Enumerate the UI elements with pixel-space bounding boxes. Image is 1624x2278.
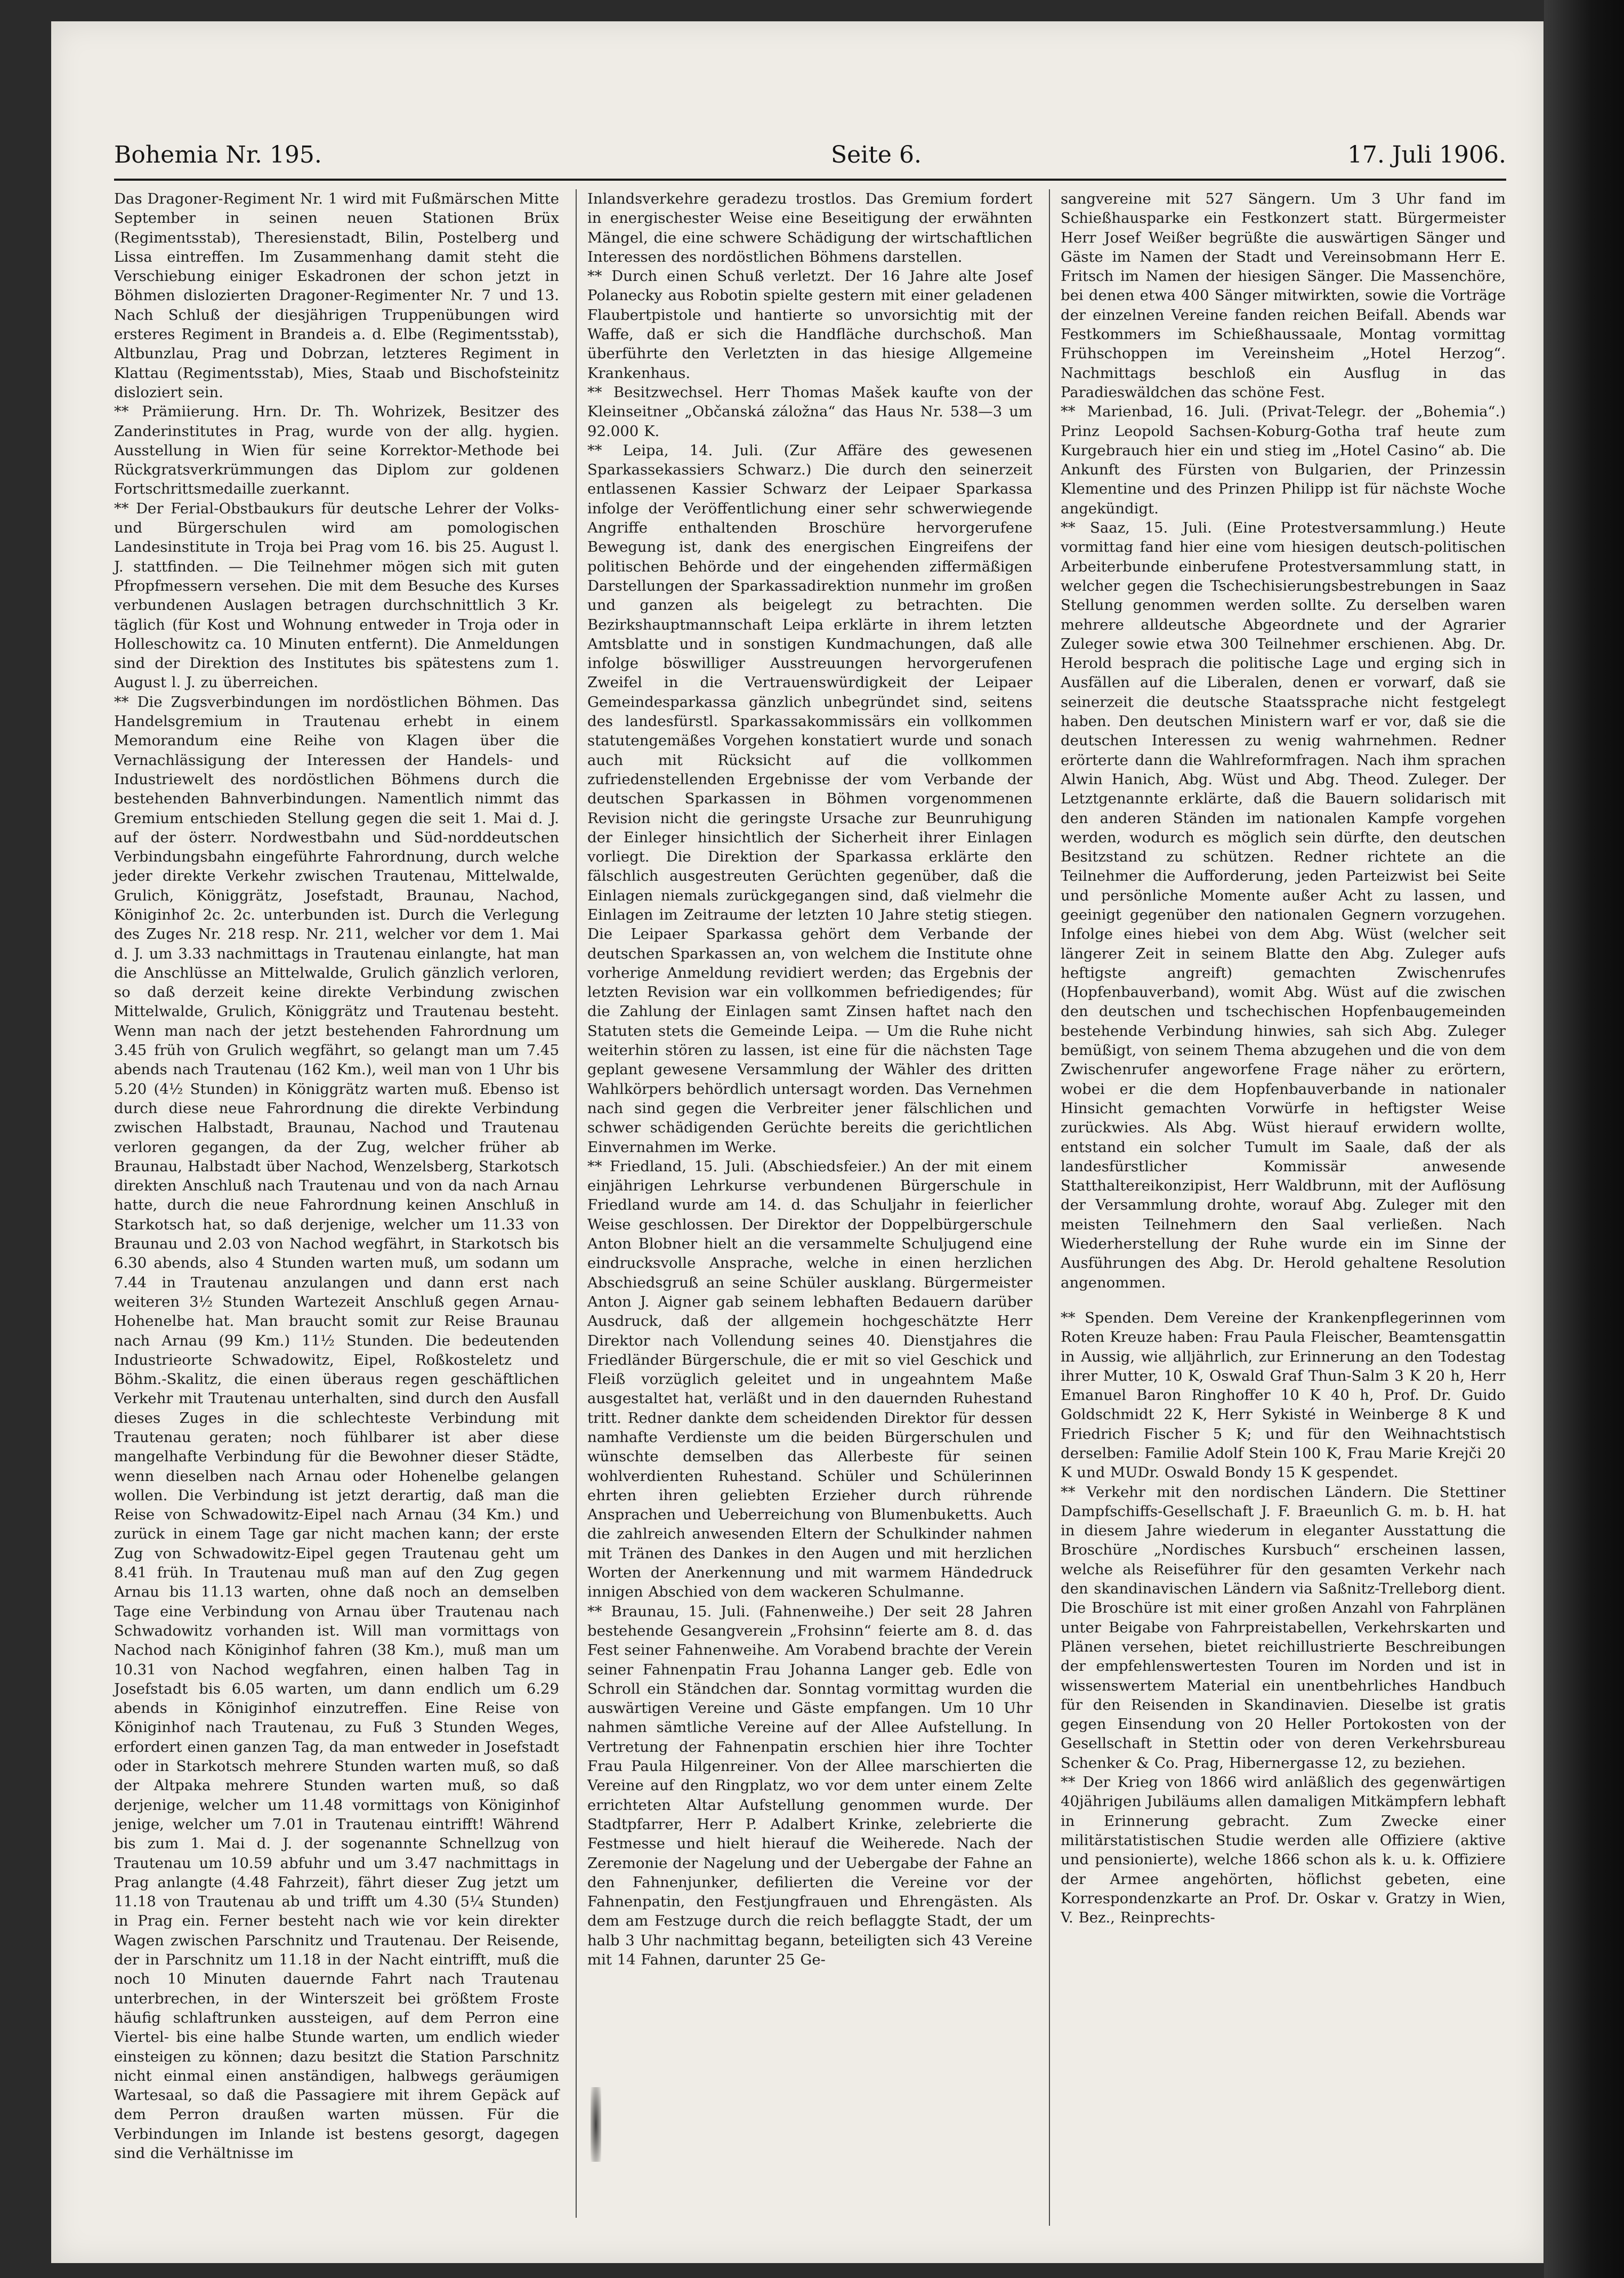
article-paragraph: ** Prämiierung. Hrn. Dr. Th. Wohrizek, Besitzer des Zanderinstitutes in Prag, wurde von der allg. hygien. Ausstellung in Wien für seine Korrektor-Methode bei Rückgratsverkrümmungen das Diplom zur goldenen Fortschrittsmedaille zuerkannt. bbox=[114, 403, 559, 498]
article-paragraph: ** Der Krieg von 1866 wird anläßlich des gegenwärtigen 40jährigen Jubiläums allen damaligen Mitkämpfern lebhaft in Erinnerung gebracht. Zum Zwecke einer militärstatistischen Studie werden alle Offiziere (aktive und pensionierte), welche 1866 schon als k. u. k. Offiziere der Armee angehörten, höflichst gebeten, eine Korrespondenzkarte an Prof. Dr. Oskar v. Gratzy in Wien, V. Bez., Reinprechts- bbox=[1061, 1774, 1506, 1927]
column-3 bbox=[1061, 189, 1506, 2114]
column-1 bbox=[114, 189, 559, 2162]
article-paragraph: ** Die Zugsverbindungen im nordöstlichen Böhmen. Das Handelsgremium in Trautenau erhebt in einem Memorandum eine Reihe von Klagen über die Vernachlässigung der Interessen der Handels- und Industriewelt des nordöstlichen Böhmens durch die bestehenden Bahnverbindungen. Namentlich nimmt das Gremium entschieden Stellung gegen die seit 1. Mai d. J. auf der österr. Nordwestbahn und Süd-norddeutschen Verbindungsbahn eingeführte Fahrordnung, durch welche jeder direkte Verkehr zwischen Trautenau, Mittelwalde, Grulich, Königgrätz, Josefstadt, Braunau, Nachod, Königinhof 2c. 2c. unterbunden ist. Durch die Verlegung des Zuges Nr. 218 resp. Nr. 211, welcher vor dem 1. Mai d. J. um 3.33 nachmittags in Trautenau einlangte, hat man die Anschlüsse an Mittelwalde, Grulich gänzlich verloren, so daß derzeit keine direkte Verbindung zwischen Mittelwalde, Grulich, Königgrätz und Trautenau besteht. Wenn man nach der jetzt bestehenden Fahrordnung um 3.45 früh von Grulich wegfährt, so gelangt man um 7.45 abends nach Trautenau (162 Km.), weil man von 1 Uhr bis 5.20 (4½ Stunden) in Königgrätz warten muß. Ebenso ist durch diese neue Fahrordnung die direkte Verbindung zwischen Halbstadt, Braunau, Nachod und Trautenau verloren gegangen, da der Zug, welcher früher ab Braunau, Halbstadt über Nachod, Wenzelsberg, Starkotsch direkten Anschluß nach Trautenau und von da nach Arnau hatte, durch die neue Fahrordnung keinen Anschluß in Starkotsch hat, so daß derjenige, welcher um 11.33 von Braunau und 2.03 von Nachod wegfährt, in Starkotsch bis 6.30 abends, also 4 Stunden warten muß, um sodann um 7.44 in Trautenau anzulangen und dann erst nach weiteren 3½ Stunden Wartezeit Anschluß gegen Arnau-Hohenelbe hat. Man braucht somit zur Reise Braunau nach Arnau (99 Km.) 11½ Stunden. Die bedeutenden Industrieorte Schwadowitz, Eipel, Roßkosteletz und Böhm.-Skalitz, die einen überaus regen geschäftlichen Verkehr mit Trautenau unterhalten, sind durch den Ausfall dieses Zuges in die schlechteste Verbindung mit Trautenau geraten; noch fühlbarer ist aber diese mangelhafte Verbindung für die Bewohner dieser Städte, wenn dieselben nach Arnau oder Hohenelbe gelangen wollen. Die Verbindung ist jetzt derartig, daß man die Reise von Schwadowitz-Eipel nach Arnau (34 Km.) und zurück in einem Tage gar nicht machen kann; der erste Zug von Schwadowitz-Eipel gegen Trautenau geht um 8.41 früh. In Trautenau muß man auf den Zug gegen Arnau bis 11.13 warten, ohne daß noch an demselben Tage eine Verbindung von Arnau über Trautenau nach Schwadowitz vorhanden ist. Will man vormittags von Nachod nach Königinhof fahren (38 Km.), muß man um 10.31 von Nachod wegfahren, einen halben Tag in Josefstadt bis 6.05 warten, um dann endlich um 6.29 abends in Königinhof einzutreffen. Eine Reise von Königinhof nach Trautenau, zu Fuß 3 Stunden Weges, erfordert einen ganzen Tag, da man entweder in Josefstadt oder in Starkotsch mehrere Stunden warten muß, so daß der Altpaka mehrere Stunden warten muß, so daß derjenige, welcher um 11.48 vormittags von Königinhof jenige, welcher um 7.01 in Trautenau eintrifft! Während bis zum 1. Mai d. J. der sogenannte Schnellzug von Trautenau um 10.59 abfuhr und um 3.47 nachmittags in Prag anlangte (4.48 Fahrzeit), fährt dieser Zug jetzt um 11.18 von Trautenau ab und trifft um 4.30 (5¼ Stunden) in Prag ein. Ferner besteht nach wie vor kein direkter Wagen zwischen Parschnitz und Trautenau. Der Reisende, der in Parschnitz um 11.18 in der Nacht eintrifft, muß die noch 10 Minuten dauernde Fahrt nach Trautenau unterbrechen, in der Winterszeit bei größtem Froste häufig schlaftrunken aussteigen, auf dem Perron eine Viertel- bis eine halbe Stunde warten, um endlich wieder einsteigen zu können; dazu besitzt die Station Parschnitz nicht einmal einen anständigen, halbwegs geräumigen Wartesaal, so daß die Passagiere mit ihrem Gepäck auf dem Perron draußen warten müssen. Für die Verbindungen im Inlande ist bestens gesorgt, dagegen sind die Verhältnisse im bbox=[114, 693, 559, 2162]
page-header bbox=[114, 141, 1506, 184]
article-paragraph: Das Dragoner-Regiment Nr. 1 wird mit Fußmärschen Mitte September in seinen neuen Stationen Brüx (Regimentsstab), Theresienstadt, Bilin, Postelberg und Lissa eintreffen. Im Zusammenhang damit steht die Verschiebung einiger Eskadronen der schon jetzt in Böhmen dislozierten Dragoner-Regimenter Nr. 7 und 13. Nach Schluß der diesjährigen Truppenübungen wird ersteres Regiment in Brandeis a. d. Elbe (Regimentsstab), Altbunzlau, Prag und Dobrzan, letzteres Regiment in Klattau (Regimentsstab), Mies, Staab und Bischofsteinitz disloziert sein. bbox=[114, 190, 559, 401]
header-page-number: Seite 6. bbox=[831, 141, 922, 168]
article-paragraph: ** Leipa, 14. Juli. (Zur Affäre des gewesenen Sparkassekassiers Schwarz.) Die durch den seinerzeit entlassenen Kassier Schwarz der Leipaer Sparkassa infolge der Veröffentlichung einer sehr schwerwiegende Angriffe enthaltenden Broschüre hervorgerufene Bewegung ist, dank des energischen Eingreifens der politischen Behörde und der eingehenden ziffermäßigen Darstellungen der Sparkassadirektion nunmehr im großen und ganzen als beigelegt zu betrachten. Die Bezirkshauptmannschaft Leipa erklärte in ihrem letzten Amtsblatte und in sonstigen Kundmachungen, daß alle infolge böswilliger Ausstreuungen hervorgerufenen Zweifel in die Vertrauenswürdigkeit der Leipaer Gemeindesparkassa gänzlich unbegründet sind, seitens des landesfürstl. Sparkassakommissärs ein vollkommen statutengemäßes Vorgehen konstatiert wurde und sonach auch mit Rücksicht auf die vollkommen zufriedenstellenden Ergebnisse der vom Verbande der deutschen Sparkassen in Böhmen vorgenommenen Revision nicht die geringste Ursache zur Beunruhigung der Einleger hinsichtlich der Sicherheit ihrer Einlagen vorliegt. Die Direktion der Sparkassa erklärte den fälschlich ausgestreuten Gerüchten gegenüber, daß die Einlagen niemals zurückgegangen sind, daß vielmehr die Einlagen im Zeitraume der letzten 10 Jahre stetig stiegen. Die Leipaer Sparkassa gehört dem Verbande der deutschen Sparkassen an, von welchem die Institute ohne vorherige Anmeldung revidiert werden; das Ergebnis der letzten Revision war ein vollkommen befriedigendes; für die Zahlung der Einlagen samt Zinsen haftet nach den Statuten stets die Gemeinde Leipa. — Um die Ruhe nicht weiterhin stören zu lassen, ist eine für die nächsten Tage geplant gewesene Versammlung der Wähler des dritten Wahlkörpers behördlich untersagt worden. Das Vernehmen nach sind gegen die Verbreiter jener fälschlichen und schwer schädigenden Gerüchte bereits die gerichtlichen Einvernahmen im Werke. bbox=[587, 441, 1032, 1156]
article-paragraph: ** Spenden. Dem Vereine der Krankenpflegerinnen vom Roten Kreuze haben: Frau Paula Fleischer, Beamtensgattin in Aussig, wie alljährlich, zur Erinnerung an den Todestag ihrer Mutter, 10 K, Oswald Graf Thun-Salm 3 K 20 h, Herr Emanuel Baron Ringhoffer 10 K 40 h, Prof. Dr. Guido Goldschmidt 22 K, Herr Sykisté in Weinberge 8 K und Friedrich Fischer 5 K; und für den Weihnachtstisch derselben: Familie Adolf Stein 100 K, Frau Marie Krejči 20 K und MUDr. Oswald Bondy 15 K gespendet. bbox=[1061, 1309, 1506, 1482]
article-paragraph: ** Saaz, 15. Juli. (Eine Protestversammlung.) Heute vormittag fand hier eine vom hiesigen deutsch-politischen Arbeiterbunde einberufene Protestversammlung statt, in welcher gegen die Tschechisierungsbestrebungen in Saaz Stellung genommen werden sollte. Zu derselben waren mehrere alldeutsche Abgeordnete und der Agrarier Zuleger sowie etwa 300 Teilnehmer erschienen. Abg. Dr. Herold besprach die politische Lage und erging sich in Ausfällen auf die Liberalen, denen er vorwarf, daß sie seinerzeit die deutsche Staatssprache nicht festgelegt haben. Den deutschen Ministern warf er vor, daß sie die deutschen Interessen zu wenig wahrnehmen. Redner erörterte dann die Wahlreformfragen. Nach ihm sprachen Alwin Hanich, Abg. Wüst und Abg. Theod. Zuleger. Der Letztgenannte erklärte, daß die Bauern solidarisch mit den anderen Ständen im nationalen Kampfe vorgehen werden, wodurch es möglich sein dürfte, den deutschen Besitzstand zu schützen. Redner richtete an die Teilnehmer die Aufforderung, jeden Parteizwist bei Seite und persönliche Momente außer Acht zu lassen, und geeinigt gegenüber den nationalen Gegnern vorzugehen. Infolge eines hiebei von dem Abg. Wüst (welcher seit längerer Zeit in seinem Blatte den Abg. Zuleger aufs heftigste angreift) gemachten Zwischenrufes (Hopfenbauverband), womit Abg. Wüst auf die zwischen den deutschen und tschechischen Hopfenbaugemeinden bestehende Verbindung hinwies, sah sich Abg. Zuleger bemüßigt, von seinem Thema abzugehen und die von dem Zwischenrufer angeworfene Frage näher zu erörtern, wobei er die dem Hopfenbauverbande in nationaler Hinsicht gemachten Vorwürfe in heftigster Weise zurückwies. Als Abg. Wüst hierauf erwidern wollte, entstand ein solcher Tumult im Saale, daß der als landesfürstlicher Kommissär anwesende Statthaltereikonzipist, Herr Waldbrunn, mit der Auflösung der Versammlung drohte, worauf Abg. Zuleger mit den meisten Teilnehmern den Saal verließen. Nach Wiederherstellung der Ruhe wurde ein im Sinne der Ausführungen des Abg. Dr. Herold gehaltene Resolution angenommen. bbox=[1061, 519, 1506, 1291]
ink-smudge bbox=[591, 2087, 601, 2162]
article-paragraph: ** Durch einen Schuß verletzt. Der 16 Jahre alte Josef Polanecky aus Robotin spielte gestern mit einer geladenen Flaubertpistole und hantierte so unvorsichtig mit der Waffe, daß er sich die Handfläche durchschoß. Man überführte den Verletzten in das hiesige Allgemeine Krankenhaus. bbox=[587, 268, 1032, 382]
header-rule bbox=[114, 179, 1506, 181]
article-paragraph: sangvereine mit 527 Sängern. Um 3 Uhr fand im Schießhausparke ein Festkonzert statt. Bürgermeister Herr Josef Weißer begrüßte die auswärtigen Sänger und Gäste im Namen der Stadt und Vereinsobmann Herr E. Fritsch im Namen der hiesigen Sänger. Die Massenchöre, bei denen etwa 400 Sänger mitwirkten, sowie die Vorträge der einzelnen Vereine fanden reichen Beifall. Abends war Festkommers im Schießhaussaale, Montag vormittag Frühschoppen im Vereinsheim „Hotel Herzog“. Nachmittags beschloß ein Ausflug in das Paradieswäldchen das schöne Fest. bbox=[1061, 190, 1506, 401]
column-2 bbox=[587, 189, 1032, 2223]
header-publication: Bohemia Nr. 195. bbox=[114, 141, 322, 168]
header-date: 17. Juli 1906. bbox=[1347, 141, 1506, 168]
article-paragraph: ** Verkehr mit den nordischen Ländern. Die Stettiner Dampfschiffs-Gesellschaft J. F. Braeunlich G. m. b. H. hat in diesem Jahre wiederum in eleganter Ausstattung die Broschüre „Nordisches Kursbuch“ erscheinen lassen, welche als Reiseführer für den gesamten Verkehr nach den skandinavischen Ländern via Saßnitz-Trelleborg dient. Die Broschüre ist mit einer großen Anzahl von Fahrplänen unter Beigabe von Fahrpreistabellen, Verkehrskarten und Plänen versehen, bietet reichillustrierte Beschreibungen der empfehlenswertesten Touren im Norden und ist in wissenswertem Material ein unentbehrliches Handbuch für den Reisenden in Skandinavien. Dieselbe ist gratis gegen Einsendung von 20 Heller Portokosten von der Gesellschaft in Stettin oder von deren Verkehrsbureau Schenker & Co. Prag, Hibernergasse 12, zu beziehen. bbox=[1061, 1483, 1506, 1772]
section-gap bbox=[1061, 1292, 1506, 1308]
column-separator bbox=[576, 189, 577, 2218]
article-paragraph: ** Braunau, 15. Juli. (Fahnenweihe.) Der seit 28 Jahren bestehende Gesangverein „Frohsinn“ feierte am 8. d. das Fest seiner Fahnenweihe. Am Vorabend brachte der Verein seiner Fahnenpatin Frau Johanna Langer geb. Edle von Schroll ein Ständchen dar. Sonntag vormittag wurden die auswärtigen Vereine und Gäste empfangen. Um 10 Uhr nahmen sämtliche Vereine auf der Allee Aufstellung. In Vertretung der Fahnenpatin erschien hier ihre Tochter Frau Paula Hilgenreiner. Von der Allee marschierten die Vereine auf den Ringplatz, wo vor dem unter einem Zelte errichteten Altar Aufstellung genommen wurde. Der Stadtpfarrer, Herr P. Adalbert Krinke, zelebrierte die Festmesse und hielt hierauf die Weiherede. Nach der Zeremonie der Nagelung und der Uebergabe der Fahne an den Fahnenjunker, defilierten die Vereine vor der Fahnenpatin, den Festjungfrauen und Ehrengästen. Als dem am Festzuge durch die reich beflaggte Stadt, der um halb 3 Uhr nachmittag begann, beteiligten sich 43 Vereine mit 14 Fahnen, darunter 25 Ge- bbox=[587, 1603, 1032, 1969]
article-paragraph: ** Der Ferial-Obstbaukurs für deutsche Lehrer der Volks- und Bürgerschulen wird am pomologischen Landesinstitute in Troja bei Prag vom 16. bis 25. August l. J. stattfinden. — Die Teilnehmer mögen sich mit guten Pfropfmessern versehen. Die mit dem Besuche des Kurses verbundenen Auslagen betragen durchschnittlich 3 Kr. täglich (für Kost und Wohnung entweder in Troja oder in Holleschowitz ca. 10 Minuten entfernt). Die Anmeldungen sind der Direktion des Institutes bis spätestens zum 1. August l. J. zu überreichen. bbox=[114, 500, 559, 691]
article-paragraph: ** Marienbad, 16. Juli. (Privat-Telegr. der „Bohemia“.) Prinz Leopold Sachsen-Koburg-Gotha traf heute zum Kurgebrauch hier ein und stieg im „Hotel Casino“ ab. Die Ankunft des Fürsten von Bulgarien, der Prinzessin Klementine und des Prinzen Philipp ist für nächste Woche angekündigt. bbox=[1061, 403, 1506, 517]
article-paragraph: ** Friedland, 15. Juli. (Abschiedsfeier.) An der mit einem einjährigen Lehrkurse verbundenen Bürgerschule in Friedland wurde am 14. d. das Schuljahr in feierlicher Weise geschlossen. Der Direktor der Doppelbürgerschule Anton Blobner hielt an die versammelte Schuljugend eine eindrucksvolle Ansprache, welche in einen herzlichen Abschiedsgruß an seine Schüler ausklang. Bürgermeister Anton J. Aigner gab seinem lebhaften Bedauern darüber Ausdruck, daß der allgemein hochgeschätzte Herr Direktor nach Vollendung seines 40. Dienstjahres die Friedländer Bürgerschule, die er mit so viel Geschick und Fleiß vorzüglich geleitet und in ungeahntem Maße ausgestaltet hat, verläßt und in den dauernden Ruhestand tritt. Redner dankte dem scheidenden Direktor für dessen namhafte Verdienste um die beiden Bürgerschulen und wünschte demselben das Allerbeste für seinen wohlverdienten Ruhestand. Schüler und Schülerinnen ehrten ihren geliebten Erzieher durch rührende Ansprachen und Ueberreichung von Blumenbuketts. Auch die zahlreich anwesenden Eltern der Schulkinder nahmen mit Tränen des Dankes in den Augen und mit herzlichen Worten der Anerkennung und mit warmem Händedruck innigen Abschied von dem wackeren Schulmanne. bbox=[587, 1157, 1032, 1601]
article-paragraph: Inlandsverkehre geradezu trostlos. Das Gremium fordert in energischester Weise eine Beseitigung der erwähnten Mängel, die eine schwere Schädigung der wirtschaftlichen Interessen des nordöstlichen Böhmens darstellen. bbox=[587, 190, 1032, 265]
scanner-edge bbox=[1544, 0, 1624, 2278]
column-separator bbox=[1049, 189, 1050, 2226]
article-paragraph: ** Besitzwechsel. Herr Thomas Mašek kaufte von der Kleinseitner „Občanská záložna“ das Haus Nr. 538—3 um 92.000 K. bbox=[587, 383, 1032, 440]
